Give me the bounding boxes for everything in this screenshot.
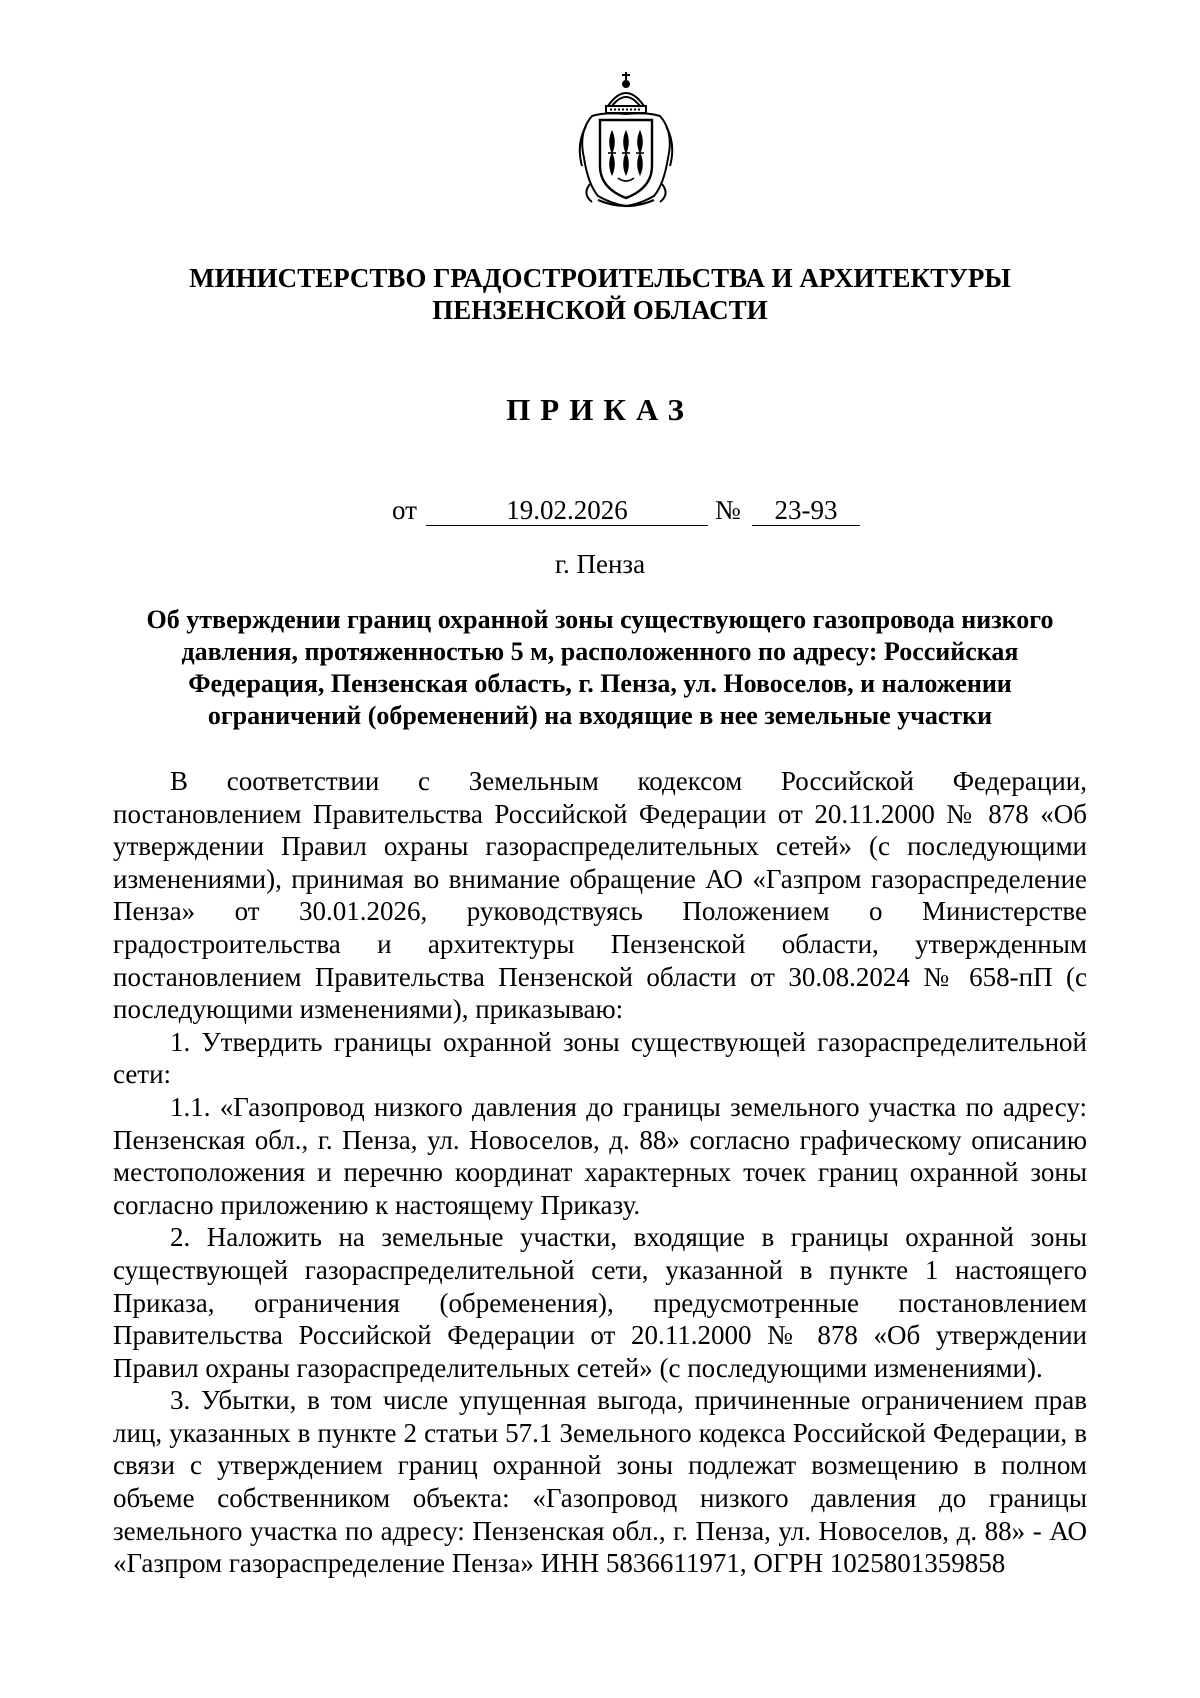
city: г. Пенза	[554, 549, 646, 579]
document-type: ПРИКАЗ	[506, 392, 694, 427]
title-line: Об утверждении границ охранной зоны существующего газопровода низкого	[146, 605, 1054, 634]
body-paragraph-item-2: 2. Наложить на земельные участки, входящие в границы охранной зоны существующей газораспределительной сети, указанной в пункте 1 настоящего Приказа, ограничения (обременения), предусмотренные постановлением Правительства Российской Федерации от 20.11.2000 № 878 «Об утверждении Правил охраны газораспределительных сетей» (с последующими изменениями).	[113, 1222, 1087, 1383]
date-number-line	[0, 494, 1200, 528]
title-line: давления, протяженностью 5 м, расположенного по адресу: Российская	[181, 637, 1019, 666]
body-paragraph-preamble: В соответствии с Земельным кодексом Российской Федерации, постановлением Правительства Российской Федерации от 20.11.2000 № 878 «Об утверждении Правил охраны газораспределительных сетей» (с последующими изменениями), принимая во внимание обращение АО «Газпром газораспределение Пенза» от 30.01.2026, руководствуясь Положением о Министерстве градостроительства и архитектуры Пензенской области, утвержденным постановлением Правительства Пензенской области от 30.08.2024 № 658-пП (с последующими изменениями), приказываю:	[113, 766, 1087, 1025]
title-line: Федерация, Пензенская область, г. Пенза, ул. Новоселов, и наложении	[188, 669, 1012, 698]
body-paragraph-item-1: 1. Утвердить границы охранной зоны существующей газораспределительной сети:	[113, 1026, 1087, 1090]
ministry-line-2: ПЕНЗЕНСКОЙ ОБЛАСТИ	[432, 295, 768, 325]
body-paragraph-item-3: 3. Убытки, в том числе упущенная выгода, причиненные ограничением прав лиц, указанных в пункте 2 статьи 57.1 Земельного кодекса Российской Федерации, в связи с утверждением границ охранной зоны подлежат возмещению в полном объеме собственником объекта: «Газопровод низкого давления до границы земельного участка по адресу: Пензенская обл., г. Пенза, ул. Новоселов, д. 88» - АО «Газпром газораспределение Пенза» ИНН 5836611971, ОГРН 1025801359858	[113, 1385, 1087, 1579]
coat-of-arms-emblem	[568, 66, 684, 214]
date-label: от	[392, 495, 417, 525]
document-number: 23-93	[752, 494, 860, 526]
document-body	[113, 765, 1087, 1580]
body-paragraph-item-1-1: 1.1. «Газопровод низкого давления до границы земельного участка по адресу: Пензенская обл., г. Пенза, ул. Новоселов, д. 88» согласно графическому описанию местоположения и перечню координат характерных точек границ охранной зоны согласно приложению к настоящему Приказу.	[113, 1091, 1087, 1220]
document-date: 19.02.2026	[426, 494, 708, 526]
document-title	[120, 604, 1080, 732]
number-label: №	[715, 495, 741, 525]
ministry-name	[100, 262, 1100, 326]
title-line: ограничений (обременений) на входящие в нее земельные участки	[207, 701, 993, 730]
ministry-line-1: МИНИСТЕРСТВО ГРАДОСТРОИТЕЛЬСТВА И АРХИТЕКТУРЫ	[189, 263, 1011, 293]
